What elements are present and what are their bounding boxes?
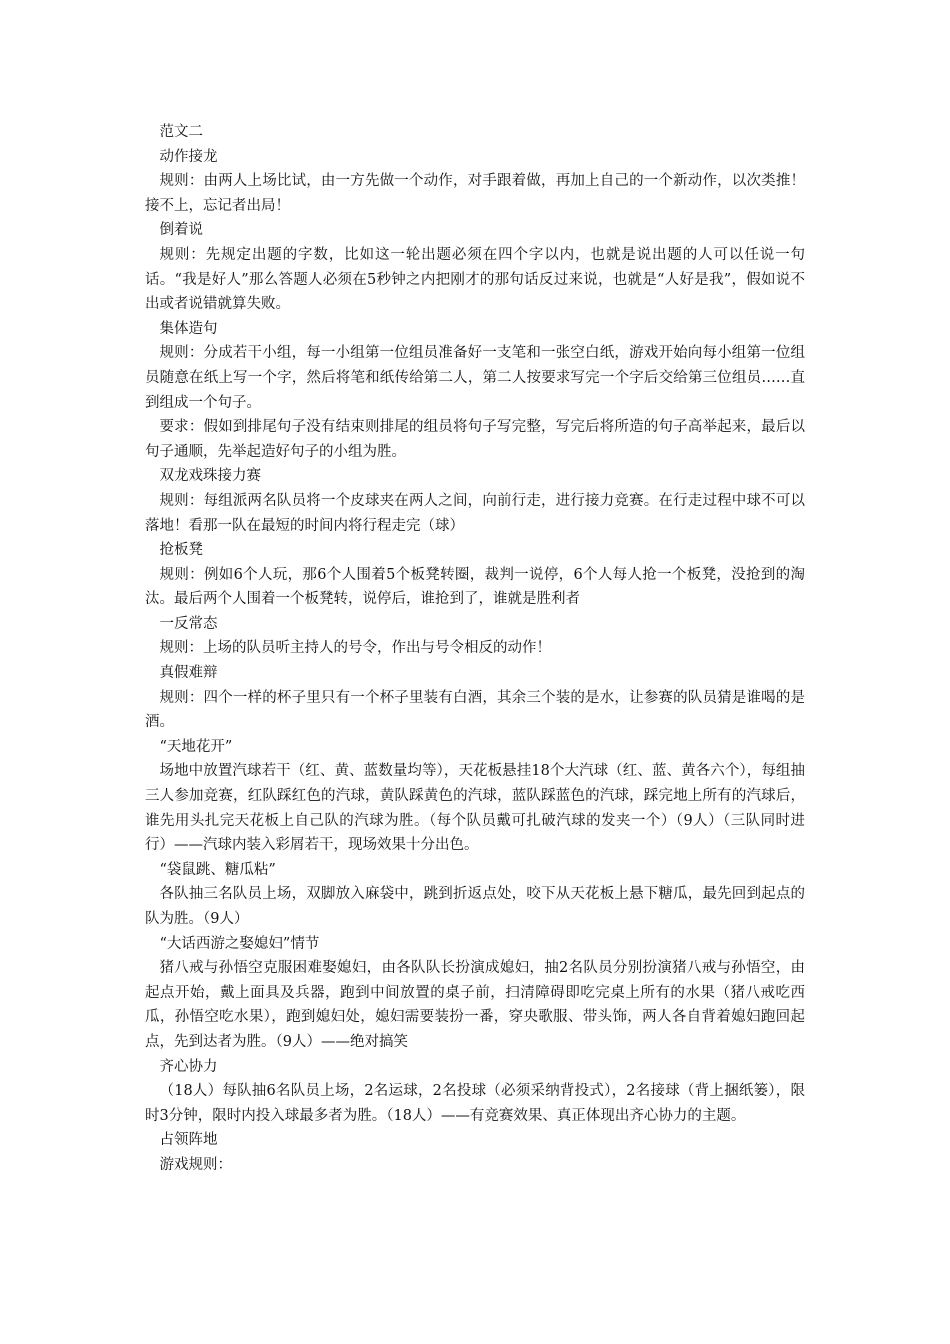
game-heading: 动作接龙 — [159, 148, 218, 165]
game-rule: 规则：上场的队员听主持人的号令，作出与号令相反的动作！ — [159, 640, 551, 657]
game-heading: 集体造句 — [159, 320, 218, 337]
game-heading: 抢板凳 — [159, 542, 203, 559]
game-heading: “大话西游之娶媳妇”情节 — [159, 935, 320, 952]
section-title: 范文二 — [159, 124, 203, 140]
game-rule: 规则：分成若干小组，每一小组第一位组员准备好一支笔和一张空白纸，游戏开始向每小组第一位组员随意在纸上写一个字，然后将笔和纸传给第二人，第二人按要求写完一个字后交给第三位组员……直到组成一个句子。 — [145, 345, 805, 411]
game-heading: 占领阵地 — [159, 1132, 218, 1149]
game-rule: 各队抽三名队员上场，双脚放入麻袋中，跳到折返点处，咬下从天花板上悬下糖瓜，最先回到起点的队为胜。（9人） — [145, 886, 805, 927]
game-requirement: 要求：假如到排尾句子没有结束则排尾的组员将句子写完整，写完后将所造的句子高举起来，最后以句子通顺，先举起造好句子的小组为胜。 — [145, 419, 805, 460]
game-rule: 猪八戒与孙悟空克服困难娶媳妇，由各队队长扮演成媳妇，抽2名队员分别扮演猪八戒与孙悟空，由起点开始，戴上面具及兵器，跑到中间放置的桌子前，扫清障碍即吃完桌上所有的水果（猪八戒吃西瓜，孙悟空吃水果），跑到媳妇处，媳妇需要装扮一番，穿央歌服、带头饰，两人各自背着媳妇跑回起点，先到达者为胜。（9人）——绝对搞笑 — [145, 960, 805, 1050]
game-rule: 规则：每组派两名队员将一个皮球夹在两人之间，向前行走，进行接力竞赛。在行走过程中球不可以落地！看那一队在最短的时间内将行程走完（球） — [145, 492, 805, 534]
game-heading: 一反常态 — [159, 615, 218, 632]
game-heading: 齐心协力 — [159, 1058, 218, 1075]
game-heading: “天地花开” — [159, 738, 233, 755]
game-rule: 游戏规则： — [159, 1156, 232, 1173]
game-heading: 倒着说 — [159, 222, 203, 239]
game-rule: 场地中放置汽球若干（红、黄、蓝数量均等），天花板悬挂18个大汽球（红、蓝、黄各六个），每组抽三人参加竞赛，红队踩红色的汽球，黄队踩黄色的汽球，蓝队踩蓝色的汽球，踩完地上所有的汽球后，谁先用头扎完天花板上自己队的汽球为胜。（每个队员戴可扎破汽球的发夹一个）（9人）（三队同时进行）——汽球内装入彩屑若干，现场效果十分出色。 — [145, 763, 805, 854]
game-rule: （18人）每队抽6名队员上场，2名运球，2名投球（必须采纳背投式），2名接球（背上捆纸篓），限时3分钟，限时内投入球最多者为胜。（18人）——有竞赛效果、真正体现出齐心协力的主题。 — [145, 1083, 805, 1124]
game-rule: 规则：由两人上场比试，由一方先做一个动作，对手跟着做，再加上自己的一个新动作，以次类推！接不上，忘记者出局！ — [145, 173, 805, 214]
game-heading: 真假难辩 — [159, 665, 218, 682]
game-rule: 规则：例如6个人玩，那6个人围着5个板凳转圈，裁判一说停，6个人每人抢一个板凳，没抢到的淘汰。最后两个人围着一个板凳转，说停后，谁抢到了，谁就是胜利者 — [145, 566, 805, 608]
game-heading: 双龙戏珠接力赛 — [159, 468, 261, 485]
document-body — [145, 120, 805, 1178]
game-rule: 规则：四个一样的杯子里只有一个杯子里装有白酒，其余三个装的是水，让参赛的队员猜是谁喝的是酒。 — [145, 689, 805, 731]
game-heading: “袋鼠跳、糖瓜粘” — [159, 861, 276, 878]
game-rule: 规则：先规定出题的字数，比如这一轮出题必须在四个字以内，也就是说出题的人可以任说一句话。“我是好人”那么答题人必须在5秒钟之内把刚才的那句话反过来说，也就是“人好是我”，假如说不出或者说错就算失败。 — [145, 246, 805, 313]
